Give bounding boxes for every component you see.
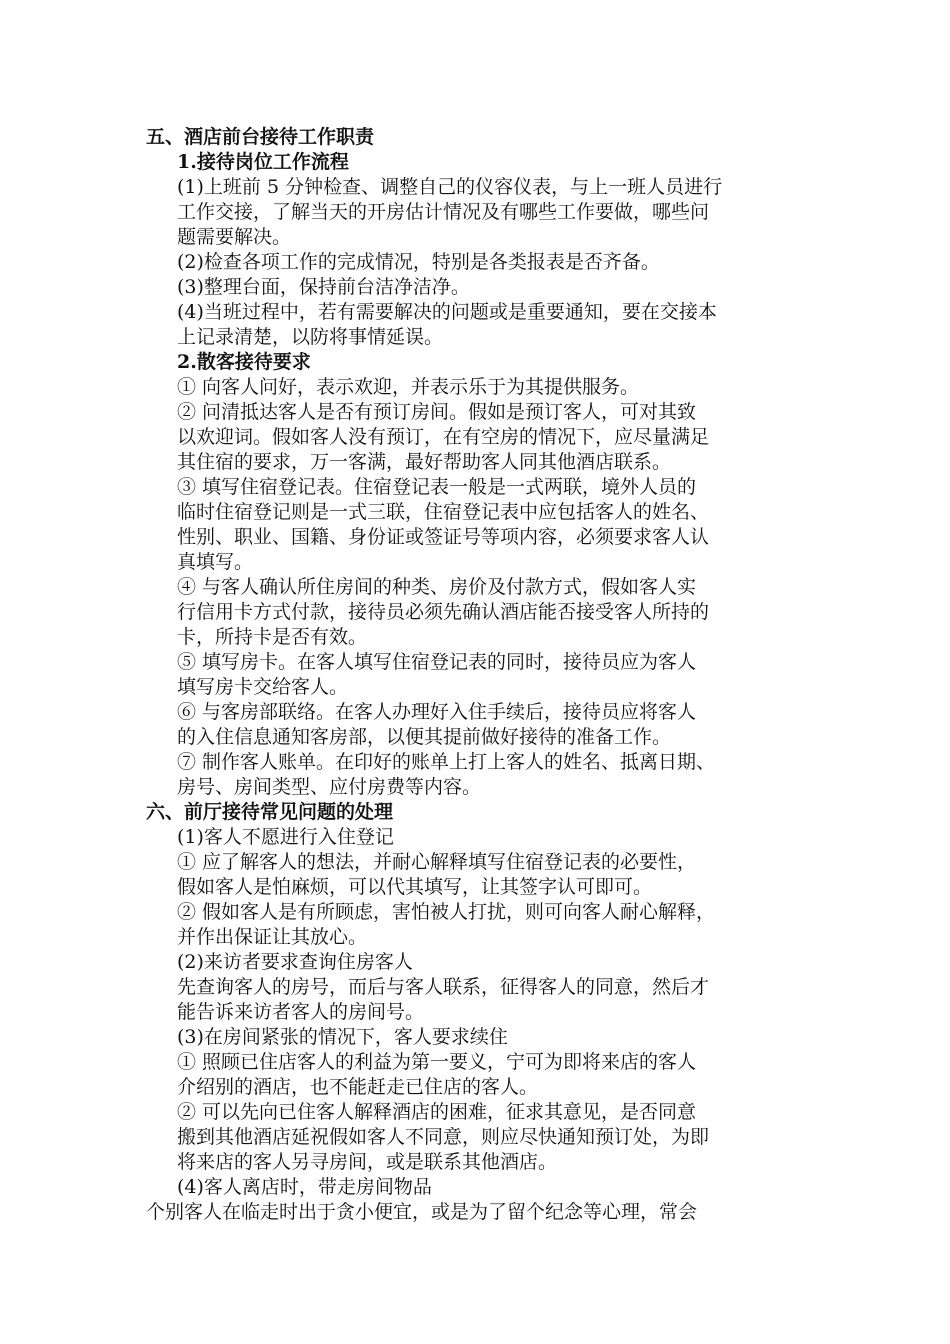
paragraph-line: ⑦ 制作客人账单。在印好的账单上打上客人的姓名、抵离日期、 bbox=[177, 751, 716, 773]
paragraph-line: (3)在房间紧张的情况下，客人要求续住 bbox=[177, 1026, 508, 1048]
paragraph-line: 填写房卡交给客人。 bbox=[177, 676, 349, 698]
paragraph-line: ① 向客人问好，表示欢迎，并表示乐于为其提供服务。 bbox=[177, 376, 640, 398]
paragraph-line: 房号、房间类型、应付房费等内容。 bbox=[177, 776, 482, 798]
paragraph-line: (3)整理台面，保持前台洁净洁净。 bbox=[177, 276, 470, 298]
paragraph-line: 工作交接，了解当天的开房估计情况及有哪些工作要做，哪些问 bbox=[177, 201, 710, 223]
paragraph-line: 的入住信息通知客房部，以便其提前做好接待的准备工作。 bbox=[177, 726, 672, 748]
paragraph-line: ③ 填写住宿登记表。住宿登记表一般是一式两联，境外人员的 bbox=[177, 476, 697, 498]
paragraph-line: 个别客人在临走时出于贪小便宜，或是为了留个纪念等心理，常会 bbox=[146, 1201, 698, 1223]
paragraph-line: (4)当班过程中，若有需要解决的问题或是重要通知，要在交接本 bbox=[177, 301, 717, 323]
paragraph-line: 行信用卡方式付款，接待员必须先确认酒店能否接受客人所持的 bbox=[177, 601, 710, 623]
paragraph-line: ② 可以先向已住客人解释酒店的困难，征求其意见，是否同意 bbox=[177, 1101, 697, 1123]
paragraph-line: 真填写。 bbox=[177, 551, 254, 573]
paragraph-line: ⑥ 与客房部联络。在客人办理好入住手续后，接待员应将客人 bbox=[177, 701, 697, 723]
subsection-heading: 2.散客接待要求 bbox=[177, 351, 311, 373]
paragraph-line: ② 假如客人是有所顾虑，害怕被人打扰，则可向客人耐心解释， bbox=[177, 901, 716, 923]
section-heading: 五、酒店前台接待工作职责 bbox=[146, 126, 375, 148]
section-heading: 六、前厅接待常见问题的处理 bbox=[146, 801, 394, 823]
paragraph-line: 并作出保证让其放心。 bbox=[177, 926, 368, 948]
paragraph-line: (4)客人离店时，带走房间物品 bbox=[177, 1176, 432, 1198]
paragraph-line: 题需要解决。 bbox=[177, 226, 292, 248]
paragraph-line: 性别、职业、国籍、身份证或签证号等项内容，必须要求客人认 bbox=[177, 526, 710, 548]
paragraph-line: (1)上班前 5 分钟检查、调整自己的仪容仪表，与上一班人员进行 bbox=[177, 176, 723, 198]
paragraph-line: 以欢迎词。假如客人没有预订，在有空房的情况下，应尽量满足 bbox=[177, 426, 710, 448]
paragraph-line: (2)来访者要求查询住房客人 bbox=[177, 951, 413, 973]
paragraph-line: 上记录清楚，以防将事情延误。 bbox=[177, 326, 444, 348]
paragraph-line: (1)客人不愿进行入住登记 bbox=[177, 826, 394, 848]
paragraph-line: 卡，所持卡是否有效。 bbox=[177, 626, 368, 648]
paragraph-line: ① 应了解客人的想法，并耐心解释填写住宿登记表的必要性， bbox=[177, 851, 697, 873]
paragraph-line: ④ 与客人确认所住房间的种类、房价及付款方式，假如客人实 bbox=[177, 576, 697, 598]
paragraph-line: 搬到其他酒店延祝假如客人不同意，则应尽快通知预订处，为即 bbox=[177, 1126, 710, 1148]
paragraph-line: ② 问清抵达客人是否有预订房间。假如是预订客人，可对其致 bbox=[177, 401, 697, 423]
paragraph-line: 介绍别的酒店，也不能赶走已住店的客人。 bbox=[177, 1076, 539, 1098]
paragraph-line: 其住宿的要求，万一客满，最好帮助客人同其他酒店联系。 bbox=[177, 451, 672, 473]
paragraph-line: 将来店的客人另寻房间，或是联系其他酒店。 bbox=[177, 1151, 558, 1173]
paragraph-line: 假如客人是怕麻烦，可以代其填写，让其签字认可即可。 bbox=[177, 876, 653, 898]
paragraph-line: 先查询客人的房号，而后与客人联系，征得客人的同意，然后才 bbox=[177, 976, 710, 998]
subsection-heading: 1.接待岗位工作流程 bbox=[177, 151, 349, 173]
paragraph-line: ① 照顾已住店客人的利益为第一要义，宁可为即将来店的客人 bbox=[177, 1051, 697, 1073]
paragraph-line: 能告诉来访者客人的房间号。 bbox=[177, 1001, 425, 1023]
paragraph-line: (2)检查各项工作的完成情况，特别是各类报表是否齐备。 bbox=[177, 251, 660, 273]
paragraph-line: ⑤ 填写房卡。在客人填写住宿登记表的同时，接待员应为客人 bbox=[177, 651, 697, 673]
paragraph-line: 临时住宿登记则是一式三联，住宿登记表中应包括客人的姓名、 bbox=[177, 501, 710, 523]
